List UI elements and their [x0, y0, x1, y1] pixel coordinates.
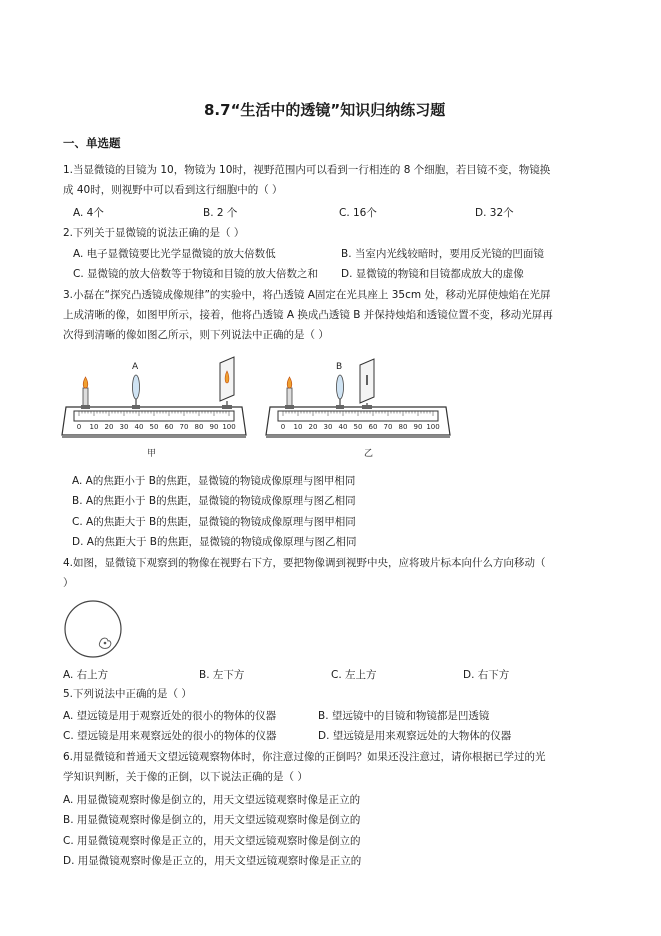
ruler-tick-label: 30 [323, 423, 333, 431]
q4-option-a: A. 右上方 [63, 669, 109, 681]
screen-icon [220, 357, 234, 409]
q6-option-b: B. 用显微镜观察时像是倒立的，用天文望远镜观察时像是倒立的 [63, 814, 361, 826]
ruler-tick-label: 60 [368, 423, 378, 431]
ruler-tick-label: 100 [222, 423, 236, 431]
q5-option-c: C. 望远镜是用来观察远处的很小的物体的仪器 [63, 730, 277, 742]
optical-bench-left [62, 357, 246, 438]
q3-stem-line3: 次得到清晰的像如图乙所示，则下列说法中正确的是（ ） [63, 329, 329, 341]
ruler-tick-label: 0 [280, 423, 286, 431]
q4-stem-line1: 4.如图，显微镜下观察到的物像在视野右下方，要把物像调到视野中央，应将玻片标本向什么方向移动（ [63, 557, 546, 569]
q2-option-d: D. 显微镜的物镜和目镜都成放大的虚像 [341, 268, 524, 280]
q3-option-d: D. A的焦距大于 B的焦距，显微镜的物镜成像原理与图乙相同 [72, 536, 357, 548]
q4-stem-line2: ） [63, 577, 74, 589]
q6-option-c: C. 用显微镜观察时像是正立的，用天文望远镜观察时像是倒立的 [63, 835, 361, 847]
ruler-tick-label: 50 [149, 423, 159, 431]
ruler-tick-label: 0 [76, 423, 82, 431]
q2-option-a: A. 电子显微镜要比光学显微镜的放大倍数低 [73, 248, 276, 260]
q5-option-b: B. 望远镜中的目镜和物镜都是凹透镜 [318, 710, 490, 722]
q3-stem-line1: 3.小磊在“探究凸透镜成像规律”的实验中，将凸透镜 A固定在光具座上 35cm 处，移动光屏使烛焰在光屏 [63, 289, 551, 301]
q1-option-c: C. 16个 [339, 207, 377, 219]
q1-option-d: D. 32个 [475, 207, 514, 219]
optical-bench-right [266, 359, 450, 438]
ruler-tick-label: 70 [179, 423, 189, 431]
figure-caption-right: 乙 [364, 449, 374, 459]
ruler-tick-label: 20 [104, 423, 114, 431]
ruler-tick-label: 90 [209, 423, 219, 431]
microscope-field-of-view [62, 598, 126, 662]
page-title: 8.7“生活中的透镜”知识归纳练习题 [204, 101, 446, 119]
q5-stem: 5.下列说法中正确的是（ ） [63, 688, 192, 700]
figure-caption-left: 甲 [147, 449, 157, 459]
ruler-tick-label: 50 [353, 423, 363, 431]
lens-b-icon [336, 362, 344, 409]
q1-option-a: A. 4个 [73, 207, 104, 219]
q4-option-c: C. 左上方 [331, 669, 377, 681]
q6-option-d: D. 用显微镜观察时像是正立的，用天文望远镜观察时像是正立的 [63, 855, 362, 867]
q6-stem-line1: 6.用显微镜和普通天文望远镜观察物体时，你注意过像的正倒吗？如果还没注意过，请你根据已学过的光 [63, 751, 546, 763]
ruler-tick-label: 60 [164, 423, 174, 431]
q3-option-a: A. A的焦距小于 B的焦距，显微镜的物镜成像原理与图甲相同 [72, 475, 356, 487]
q1-stem-line1: 1.当显微镜的目镜为 10，物镜为 10时，视野范围内可以看到一行相连的 8 个细胞，若目镜不变，物镜换 [63, 164, 551, 176]
ruler-tick-label: 10 [293, 423, 303, 431]
ruler-tick-label: 40 [134, 423, 144, 431]
ruler-tick-label: 30 [119, 423, 129, 431]
q4-option-d: D. 右下方 [463, 669, 510, 681]
q3-option-b: B. A的焦距小于 B的焦距，显微镜的物镜成像原理与图乙相同 [72, 495, 356, 507]
candle-icon [285, 377, 294, 409]
q5-option-a: A. 望远镜是用于观察近处的很小的物体的仪器 [63, 710, 277, 722]
q3-stem-line2: 上成清晰的像，如图甲所示，接着，他将凸透镜 A 换成凸透镜 B 并保持烛焰和透镜位置不变，移动光屏再 [63, 309, 553, 321]
ruler-tick-label: 100 [426, 423, 440, 431]
screen-icon [360, 359, 374, 409]
ruler-tick-label: 80 [194, 423, 204, 431]
optical-bench-figure [60, 355, 460, 465]
q2-option-c: C. 显微镜的放大倍数等于物镜和目镜的放大倍数之和 [73, 268, 319, 280]
lens-a-icon [132, 362, 140, 409]
q6-stem-line2: 学知识判断，关于像的正倒，以下说法正确的是（ ） [63, 771, 308, 783]
q5-option-d: D. 望远镜是用来观察远处的大物体的仪器 [318, 730, 512, 742]
ruler-tick-label: 70 [383, 423, 393, 431]
q1-option-b: B. 2 个 [203, 207, 238, 219]
q4-option-b: B. 左下方 [199, 669, 245, 681]
ruler-tick-label: 20 [308, 423, 318, 431]
q2-stem: 2.下列关于显微镜的说法正确的是（ ） [63, 227, 245, 239]
ruler-tick-label: 10 [89, 423, 99, 431]
ruler-tick-label: 40 [338, 423, 348, 431]
q2-option-b: B. 当室内光线较暗时，要用反光镜的凹面镜 [341, 248, 544, 260]
candle-icon [81, 377, 90, 409]
section-heading: 一、单选题 [63, 136, 121, 150]
ruler-tick-label: 90 [413, 423, 423, 431]
lens-a-label: A [132, 362, 139, 372]
lens-b-label: B [336, 362, 343, 372]
q3-option-c: C. A的焦距大于 B的焦距，显微镜的物镜成像原理与图甲相同 [72, 516, 356, 528]
q6-option-a: A. 用显微镜观察时像是倒立的，用天文望远镜观察时像是正立的 [63, 794, 361, 806]
ruler-tick-label: 80 [398, 423, 408, 431]
q1-stem-line2: 成 40时，则视野中可以看到这行细胞中的（ ） [63, 184, 283, 196]
